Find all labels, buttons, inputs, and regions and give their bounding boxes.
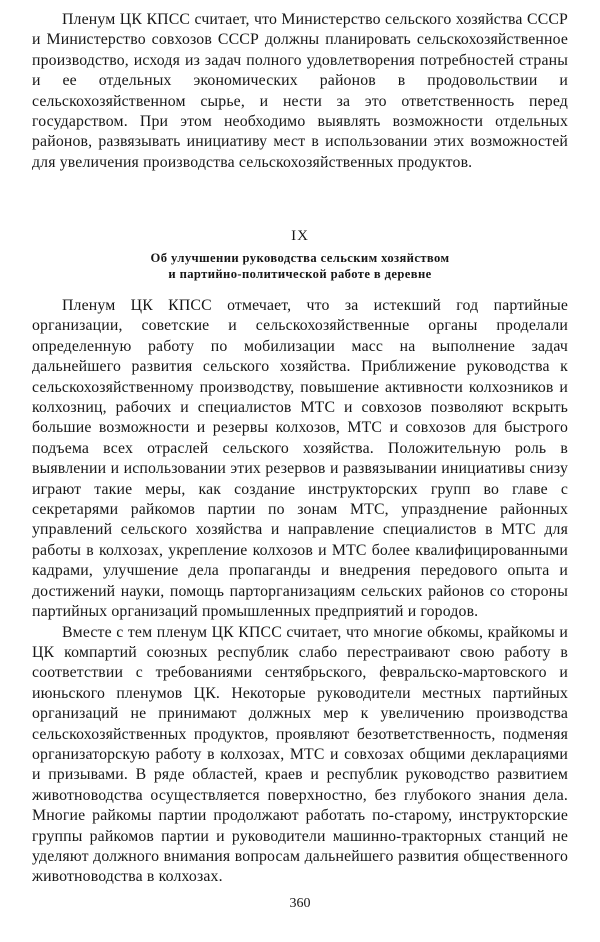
- section-numeral: IX: [291, 228, 309, 244]
- body-paragraph-block: [32, 296, 568, 888]
- page-number: 360: [289, 896, 311, 911]
- paragraph-2: Пленум ЦК КПСС отмечает, что за истекший год партийные организации, советские и сельскохозяйственные органы проделали определенную работу по мобилизации масс на выполнение задач дальнейшего развития сельского хозяйства. Приближение руководства к сельскохозяйственному производству, повышение активности колхозников и колхозниц, рабочих и специалистов МТС и совхозов позволяют вскрыть большие возможности и резервы колхозов, МТС и совхозов для быстрого подъема всех отраслей сельского хозяйства. Положительную роль в выявлении и использовании этих резервов и развязывании инициативы снизу играют такие меры, как создание инструкторских групп во главе с секретарями райкомов партии по зонам МТС, упразднение районных управлений сельского хозяйства и направление специалистов в МТС для работы в колхозах, укрепление колхозов и МТС более квалифицированными кадрами, улучшение дела пропаганды и внедрения передового опыта и достижений науки, помощь парторганизациям сельских районов со стороны партийных организаций промышленных предприятий и городов.: [32, 297, 568, 621]
- section-title: [40, 250, 560, 282]
- paragraph-1: Пленум ЦК КПСС считает, что Министерство сельского хозяйства СССР и Министерство совхозов СССР должны планировать сельскохозяйственное производство, исходя из задач полного удовлетворения потребностей страны и ее отдельных экономических районов в продовольствии и сельскохозяйственном сырье, и нести за это ответственность перед государством. При этом необходимо выявлять возможности отдельных районов, развязывать инициативу мест в использовании этих возможностей для увеличения производства сельскохозяйственных продуктов.: [32, 11, 568, 171]
- section-title-line-1: Об улучшении руководства сельским хозяйством: [150, 251, 450, 265]
- intro-paragraph-block: [32, 10, 568, 173]
- paragraph-3: Вместе с тем пленум ЦК КПСС считает, что многие обкомы, крайкомы и ЦК компартий союзных республик слабо перестраивают свою работу в соответствии с требованиями сентябрьского, февральско-мартовского и июньского пленумов ЦК. Некоторые руководители местных партийных организаций не принимают должных мер к увеличению производства сельскохозяйственных продуктов, проявляют безответственность, подменяя организаторскую работу в колхозах, МТС и совхозах общими декларациями и призывами. В ряде областей, краев и республик руководство развитием животноводства осуществляется поверхностно, без глубокого знания дела. Многие райкомы партии продолжают работать по-старому, инструкторские группы райкомов партии и руководители машинно-тракторных станций не уделяют должного внимания вопросам дальнейшего развития общественного животноводства в колхозах.: [32, 623, 568, 886]
- section-title-line-2: и партийно-политической работе в деревне: [168, 267, 432, 281]
